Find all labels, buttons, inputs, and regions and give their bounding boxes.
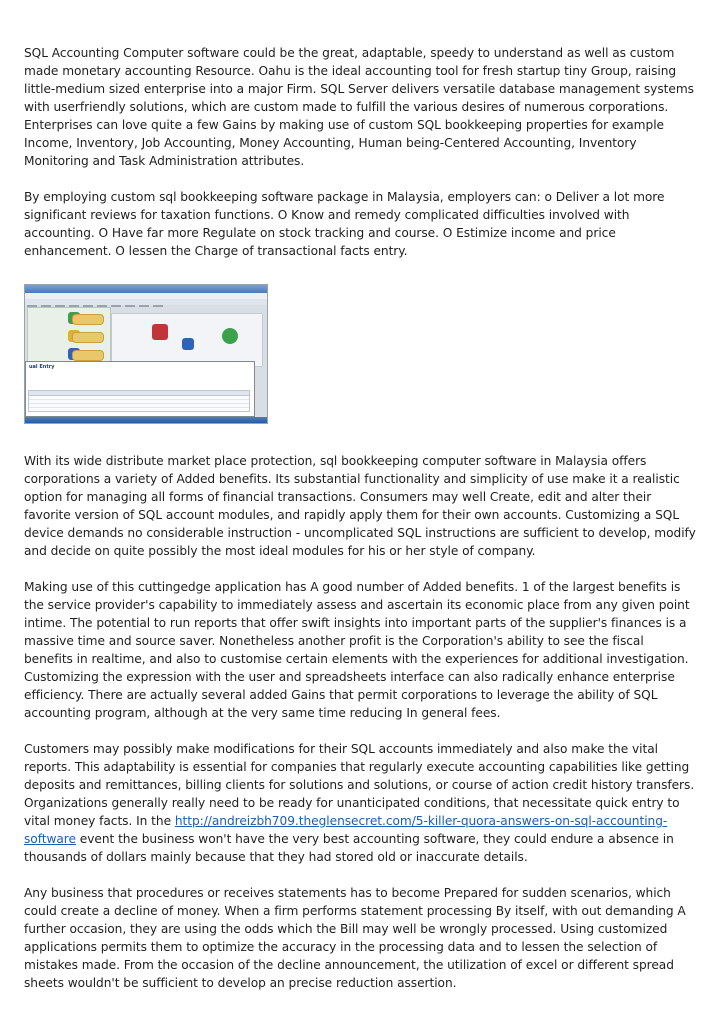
screenshot-taskbar bbox=[25, 417, 267, 423]
paragraph-text-after-link: event the business won't have the very best accounting software, they could endure a absence in thousands of dollars mainly because that they had stored old or inaccurate details. bbox=[24, 832, 674, 864]
paragraph-intro: SQL Accounting Computer software could be the great, adaptable, speedy to understand as well as custom made monetary accounting Resource. Oahu is the ideal accounting tool for fresh startup tiny Group, raising little-medium sized enterprise into a major Firm. SQL Server delivers versatile database management systems with userfriendly solutions, which are custom made to fulfill the various desires of numerous corporations. Enterprises can love quite a few Gains by making use of custom SQL bookkeeping properties for example Income, Inventory, Job Accounting, Money Accounting, Human being-Centered Accounting, Inventory Monitoring and Task Administration attributes. bbox=[24, 46, 694, 168]
paragraph-malaysia-benefits: By employing custom sql bookkeeping software package in Malaysia, employers can: o Deliver a lot more significant reviews for taxation functions. O Know and remedy complicated difficulties involved with accounting. O Have far more Regulate on stock tracking and course. O Estimize income and price enhancement. O lessen the Charge of transactional facts entry. bbox=[24, 190, 665, 258]
sql-accounting-screenshot bbox=[24, 284, 268, 424]
screenshot-tabs bbox=[157, 306, 228, 312]
dialog-grid bbox=[28, 390, 250, 412]
document-icon bbox=[182, 338, 194, 350]
paragraph-modifications bbox=[24, 740, 696, 866]
article-link[interactable]: http://andreizbh709.theglensecret.com/5-killer-quora-answers-on-sql-accounting-software bbox=[24, 814, 668, 846]
screenshot-journal-dialog bbox=[25, 361, 255, 417]
paragraph-market-protection: With its wide distribute market place protection, sql bookkeeping computer software in Malaysia offers corporations a variety of Added benefits. Its substantial functionality and simplicity of use make it a realistic option for managing all forms of financial transactions. Consumers may well Create, edit and alter their favorite version of SQL account modules, and rapidly apply them for their own accounts. Customizing a SQL device demands no considerable instruction - uncomplicated SQL instructions are sufficient to develop, modify and decide on quite possibly the most ideal modules for his or her style of company. bbox=[24, 454, 696, 558]
document-icon bbox=[152, 324, 168, 340]
globe-icon bbox=[222, 328, 238, 344]
screenshot-canvas bbox=[111, 313, 263, 367]
paragraph-statements: Any business that procedures or receives statements has to become Prepared for sudden scenarios, which could create a decline of money. When a firm performs statement processing By itself, with out demanding A further occasion, they are using the odds which the Bill may well be wrongly processed. Using customized applications permits them to optimize the accuracy in the processing data and to lessen the selection of mistakes made. From the occasion of the decline announcement, the utilization of excel or different spread sheets wouldn't be sufficient to develop an precise reduction assertion. bbox=[24, 886, 686, 990]
screenshot-titlebar bbox=[25, 285, 267, 293]
paragraph-cuttingedge: Making use of this cuttingedge application has A good number of Added benefits. 1 of the largest benefits is the service provider's capability to immediately assess and ascertain its economic place from any given point intime. The potential to run reports that offer swift insights into important parts of the supplier's finances is a massive time and source saver. Nonetheless another profit is the Corporation's ability to see the fiscal benefits in realtime, and also to customise certain elements with the experiences for additional investigation. Customizing the expression with the user and spreadsheets interface can also radically enhance enterprise efficiency. There are actually several added Gains that permit corporations to leverage the ability of SQL accounting program, although at the very same time reducing In general fees. bbox=[24, 580, 690, 720]
dialog-title: ual Entry bbox=[29, 364, 55, 370]
screenshot-toolbar bbox=[25, 299, 267, 305]
paragraph-text-before-link: Customers may possibly make modifications for their SQL accounts immediately and also make the vital reports. This adaptability is essential for companies that regularly execute accounting capabilities like getting deposits and remittances, billing clients for solutions and solutions, or course of action credit history transfers. Organizations generally really need to be ready for unanticipated conditions, that necessitate quick entry to vital money facts. In the bbox=[24, 742, 695, 828]
